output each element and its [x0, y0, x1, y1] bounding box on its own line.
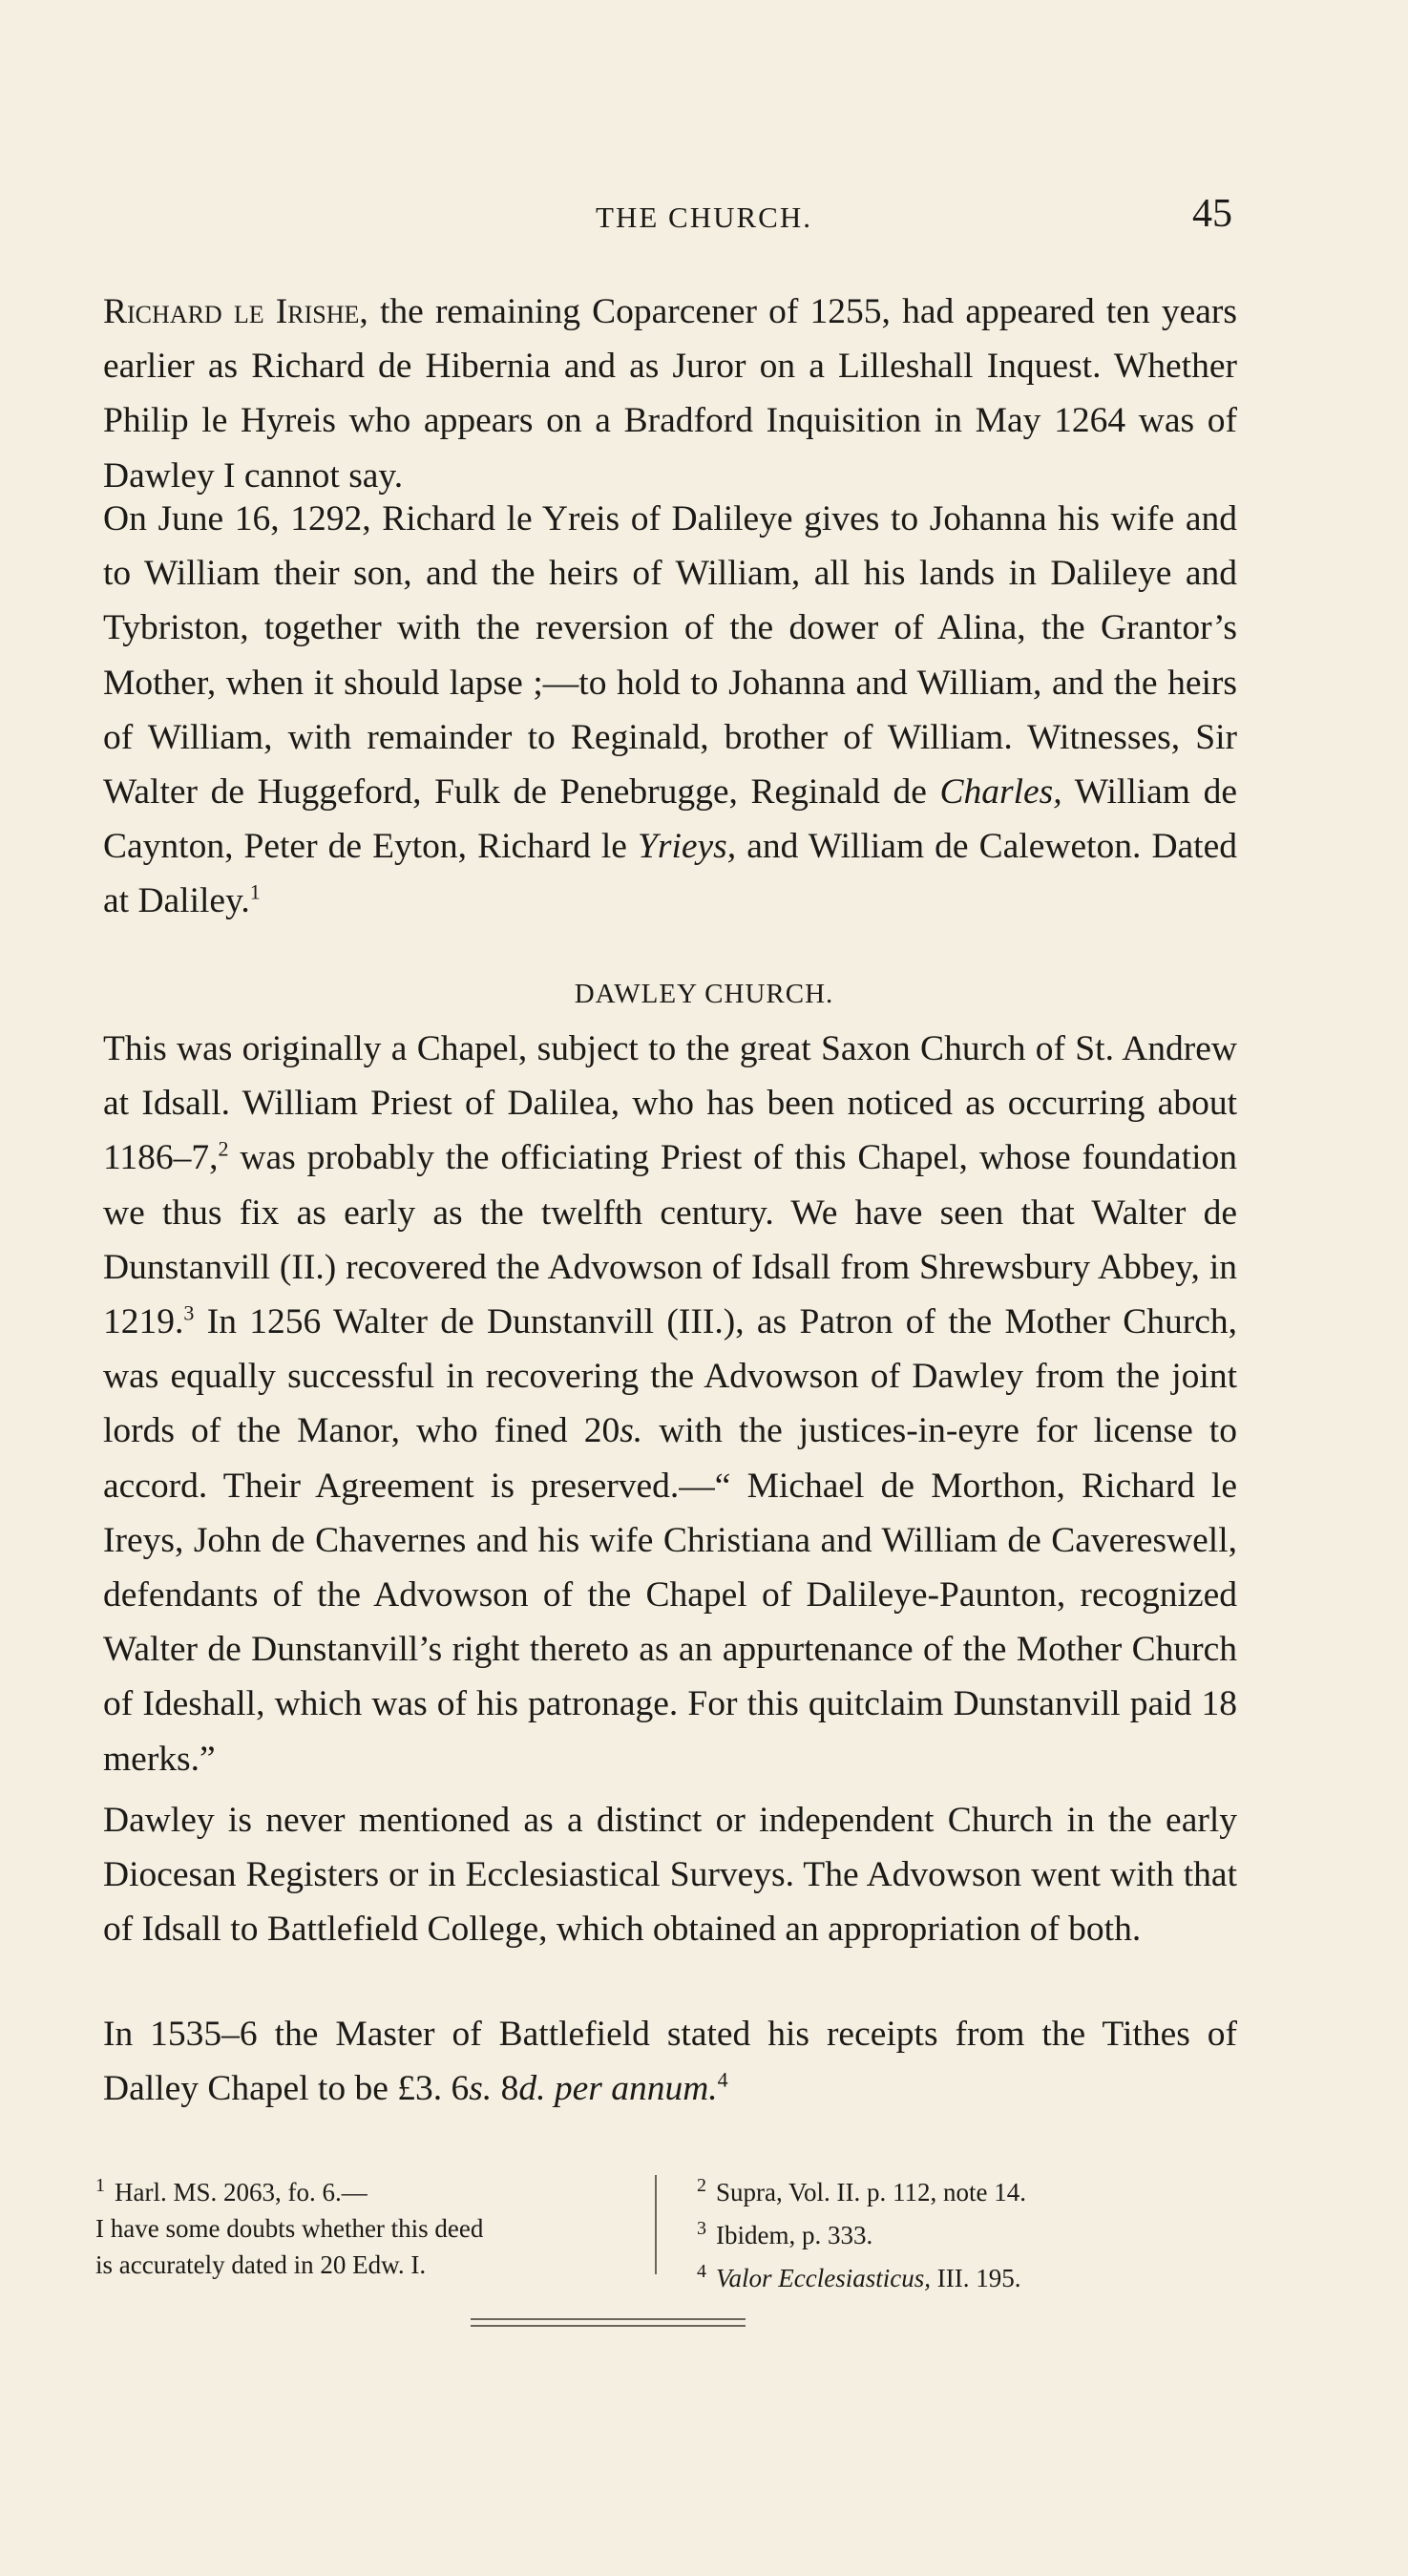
end-rule — [471, 2325, 746, 2327]
footnote-number: 4 — [697, 2261, 706, 2282]
paragraph-text: William de Caynton, Peter de Eyton, Richard le — [103, 772, 1237, 867]
end-rule — [471, 2318, 746, 2320]
footnote-divider — [655, 2175, 657, 2274]
paragraph-grant-1292 — [103, 492, 1237, 929]
footnotes — [95, 2167, 1241, 2292]
lead-name: Richard le Irishe, — [103, 292, 368, 331]
section-heading: DAWLEY CHURCH. — [574, 979, 834, 1009]
italic-abbrev: d. per annum. — [518, 2069, 718, 2109]
footnote-reference: 3 — [183, 1300, 195, 1325]
paragraph-text: with the justices-in-eyre for license to accord. Their Agreement is preserved.—“ Michael de Morthon, Richard le Ireys, John de Chavernes and his wife Christiana and William de Cavereswell, defendants of the Advowson of the Chapel of Dalileye-Paunton, recognized Walter de Dunstanvill’s right thereto as an appurtenance of the Mother Church of Ideshall, which was of his patronage. For this quitclaim Dunstanvill paid 18 merks.” — [103, 1411, 1237, 1779]
footnote-reference: 1 — [249, 879, 261, 904]
paragraph-chapel-history — [103, 1022, 1237, 1786]
footnote-1-line-1: $^1$ Harl. MS. 2063, fo. 6.— — [95, 2175, 368, 2206]
paragraph-text: Dawley is never mentioned as a distinct or independent Church in the early Diocesan Registers or in Ecclesiastical Surveys. The Advowson went with that of Idsall to Battlefield College, which obtained an appropriation of both. — [103, 1801, 1237, 1950]
footnote-reference: 2 — [218, 1136, 229, 1161]
footnote-left-column — [95, 2167, 630, 2283]
footnote-1-line-2: I have some doubts whether this deed — [95, 2214, 484, 2243]
paragraph-text: In 1256 Walter de Dunstanvill (III.), as Patron of the Mother Church, was equally successful in recovering the Advowson of Dawley from the joint lords of the Manor, who fined 20 — [103, 1302, 1237, 1451]
footnote-number: 2 — [697, 2175, 706, 2196]
paragraph-richard-le-irishe — [103, 285, 1237, 503]
footnote-number: 3 — [697, 2218, 706, 2239]
footnote-right-column — [697, 2167, 1250, 2296]
running-title: THE CHURCH. — [596, 201, 812, 234]
paragraph-tithes — [103, 2007, 1237, 2116]
paragraph-text: In 1535–6 the Master of Battlefield stated his receipts from the Tithes of Dalley Chapel to be £3. 6 — [103, 2015, 1237, 2109]
footnote-number: 1 — [95, 2175, 105, 2196]
footnote-reference: 4 — [717, 2067, 728, 2092]
italic-name: Charles, — [939, 772, 1062, 813]
paragraph-text: 8 — [492, 2069, 519, 2109]
footnote-4: $^4$ Valor Ecclesiasticus, III. 195. — [697, 2261, 1021, 2292]
footnote-3: $^3$ Ibidem, p. 333. — [697, 2218, 873, 2249]
paragraph-text: On June 16, 1292, Richard le Yreis of Dalileye gives to Johanna his wife and to William their son, and the heirs of William, all his lands in Dalileye and Tybriston, together with the reversion of the dower of Alina, the Grantor’s Mother, when it should lapse ;—to hold to Johanna and William, and the heirs of William, with remainder to Reginald, brother of William. Witnesses, Sir Walter de Huggeford, Fulk de Penebrugge, Reginald de — [103, 499, 1237, 813]
paragraph-text: This was originally a Chapel, subject to the great Saxon Church of St. Andrew at Idsall. William Priest of Dalilea, who has been noticed as occurring about 1186–7, — [103, 1029, 1237, 1178]
footnote-1-line-3: is accurately dated in 20 Edw. I. — [95, 2250, 427, 2279]
italic-abbrev: s. — [620, 1411, 643, 1451]
paragraph-text: and William de Caleweton. Dated at Daliley. — [103, 827, 1237, 921]
paragraph-text: was probably the officiating Priest of this Chapel, whose foundation we thus fix as early as the twelfth century. We have seen that Walter de Dunstanvill (II.) recovered the Advowson of Idsall from Shrewsbury Abbey, in 1219. — [103, 1138, 1237, 1342]
italic-name: Yrieys, — [638, 827, 737, 867]
italic-abbrev: s. — [469, 2069, 493, 2109]
page-header — [0, 191, 1408, 248]
paragraph-diocesan-registers — [103, 1793, 1237, 1957]
paragraph-text: the remaining Coparcener of 1255, had appeared ten years earlier as Richard de Hibernia and as Juror on a Lilleshall Inquest. Whether Philip le Hyreis who appears on a Bradford Inquisition in May 1264 was of Dawley I cannot say. — [103, 292, 1237, 496]
page-number: 45 — [1192, 192, 1232, 236]
footnote-2: $^2$ Supra, Vol. II. p. 112, note 14. — [697, 2175, 1026, 2206]
